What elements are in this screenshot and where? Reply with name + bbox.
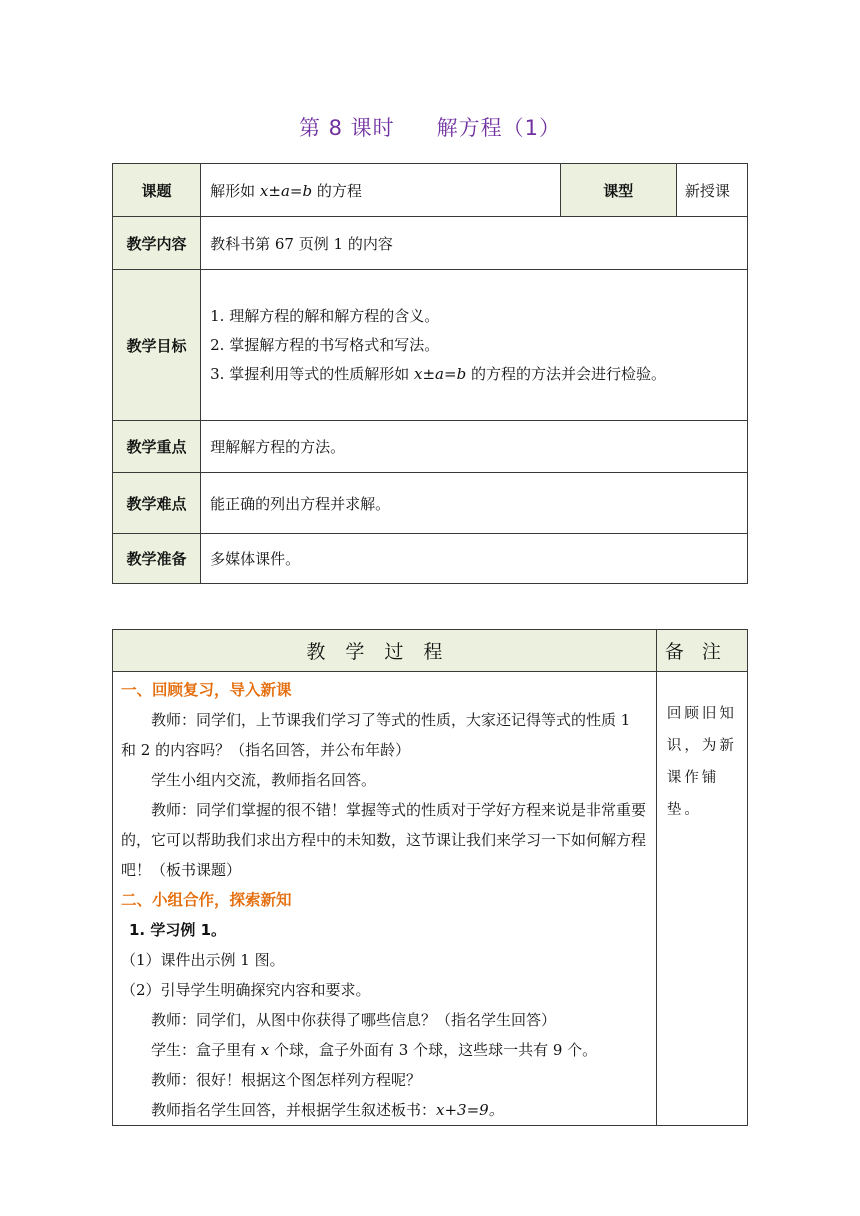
difficult-point-label: 教学难点 [113,473,201,534]
table-row [113,421,748,473]
key-point-value: 理解解方程的方法。 [201,421,748,473]
section-heading: 二、小组合作，探索新知 [121,891,292,909]
difficult-point-value: 能正确的列出方程并求解。 [201,473,748,534]
paragraph: 教师：同学们，从图中你获得了哪些信息？（指名学生回答） [151,1011,557,1029]
paragraph: 学生：盒子里有 x 个球，盒子外面有 3 个球，这些球一共有 9 个。 [151,1041,598,1059]
goal-item: 1. 理解方程的解和解方程的含义。 [210,306,440,325]
preparation-label: 教学准备 [113,534,201,584]
notes-content: 回顾旧知识，为新课作铺垫。 [656,672,747,1126]
type-value: 新授课 [676,164,747,217]
table-row [113,630,748,672]
paragraph: （1）课件出示例 1 图。 [121,951,285,969]
topic-label: 课题 [113,164,201,217]
step-heading: 1. 学习例 1。 [129,921,227,939]
table-row [113,473,748,534]
lesson-number: 第 8 课时 [298,116,395,140]
teaching-process-table [112,629,748,1126]
page-title [0,112,860,142]
topic-value: 解形如 x±a=b 的方程 [201,164,561,217]
paragraph: 教师：同学们掌握的很不错！掌握等式的性质对于学好方程来说是非常重要的，它可以帮助我们求出方程中的未知数，这节课让我们来学习一下如何解方程吧！（板书课题） [121,801,647,879]
table-row [113,534,748,584]
process-content [113,672,657,1126]
paragraph: 教师：很好！根据这个图怎样列方程呢？ [151,1071,422,1089]
goal-item: 2. 掌握解方程的书写格式和写法。 [210,335,440,354]
content-label: 教学内容 [113,217,201,270]
table-row [113,672,748,1126]
paragraph: 教师：同学们，上节课我们学习了等式的性质，大家还记得等式的性质 1 和 2 的内容吗？（指名回答，并公布年龄） [121,711,631,759]
goals-label: 教学目标 [113,270,201,421]
key-point-label: 教学重点 [113,421,201,473]
table-row [113,164,748,217]
table-row [113,270,748,421]
goal-item: 3. 掌握利用等式的性质解形如 x±a=b 的方程的方法并会进行检验。 [210,364,666,383]
goals-value [201,270,748,421]
process-header: 教学过程 [113,630,657,672]
preparation-value: 多媒体课件。 [201,534,748,584]
lesson-topic: 解方程（1） [436,116,562,140]
table-row [113,217,748,270]
paragraph: 学生小组内交流，教师指名回答。 [151,771,377,789]
content-value: 教科书第 67 页例 1 的内容 [201,217,748,270]
paragraph: 教师指名学生回答，并根据学生叙述板书：x+3=9。 [151,1101,504,1119]
lesson-info-table [112,163,748,584]
paragraph: （2）引导学生明确探究内容和要求。 [121,981,371,999]
section-heading: 一、回顾复习，导入新课 [121,681,292,699]
notes-header: 备注 [656,630,747,672]
type-label: 课型 [560,164,676,217]
